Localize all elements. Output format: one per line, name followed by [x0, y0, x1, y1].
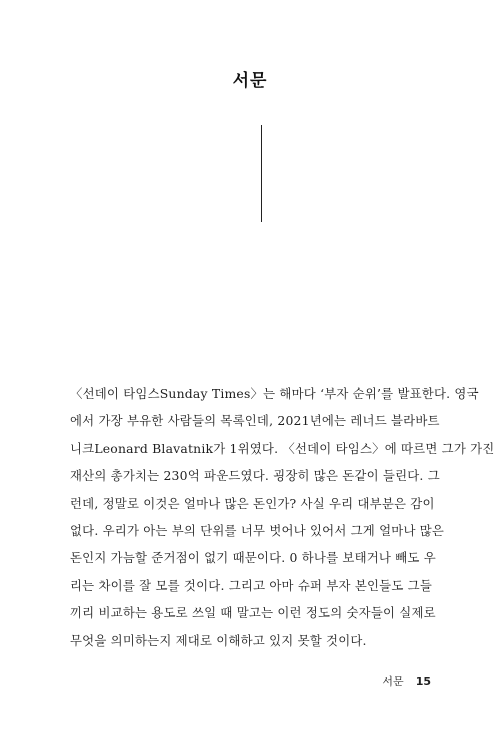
body-line-9: 끼리 비교하는 용도로 쓰일 때 말고는 이런 정도의 숫자들이 실제로	[70, 605, 436, 621]
body-line-10: 무엇을 의미하는지 제대로 이해하고 있지 못할 것이다.	[70, 632, 367, 648]
body-text	[70, 380, 495, 654]
page-number: 15	[415, 675, 431, 688]
chapter-title: 서문	[232, 71, 268, 91]
body-line-6: 없다. 우리가 아는 부의 단위를 너무 벗어나 있어서 그게 얼마나 많은	[70, 523, 445, 539]
body-line-2: 에서 가장 부유한 사람들의 목록인데, 2021년에는 레너드 블라바트	[70, 413, 440, 429]
body-line-3: 니크Leonard Blavatnik가 1위였다. 〈선데이 타임스〉에 따르면 그가 가진	[70, 440, 495, 456]
vertical-divider-line	[261, 125, 262, 222]
footer-section-label: 서문	[382, 675, 404, 688]
body-line-8: 리는 차이를 잘 모를 것이다. 그리고 아마 슈퍼 부자 본인들도 그들	[70, 577, 432, 593]
page-footer	[382, 673, 431, 689]
body-line-7: 돈인지 가늠할 준거점이 없기 때문이다. 0 하나를 보태거나 빼도 우	[70, 550, 436, 566]
body-line-5: 런데, 정말로 이것은 얼마나 많은 돈인가? 사실 우리 대부분은 감이	[70, 495, 435, 511]
body-line-1: 〈선데이 타임스Sunday Times〉는 해마다 ‘부자 순위’를 발표한다. 영국	[70, 386, 479, 401]
body-line-4: 재산의 총가치는 230억 파운드였다. 굉장히 많은 돈같이 들린다. 그	[70, 468, 440, 484]
